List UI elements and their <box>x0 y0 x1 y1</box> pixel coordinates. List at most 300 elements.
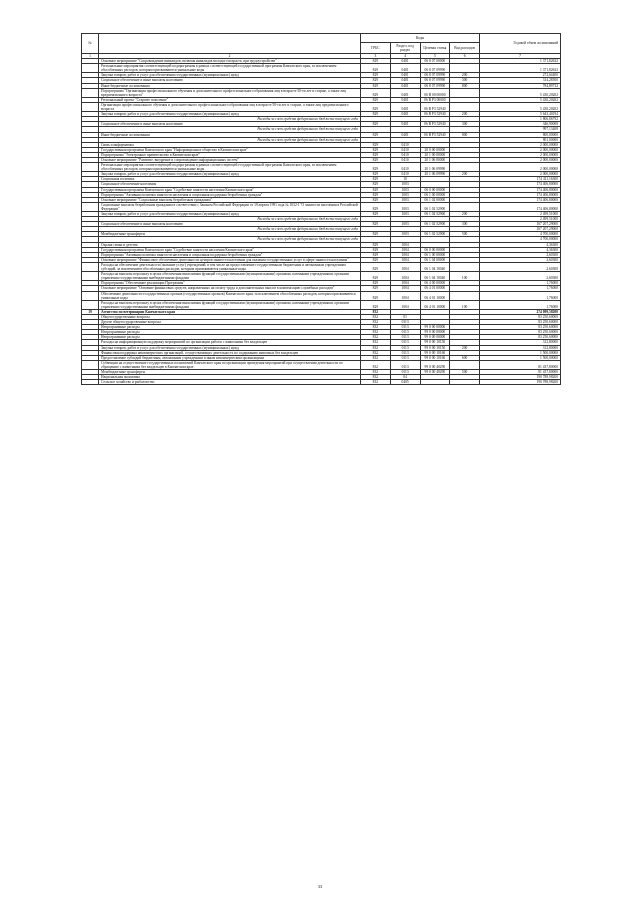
row-target: 06 1 04 10040 <box>420 272 450 281</box>
row-amount: 1 371,82632 <box>480 59 561 64</box>
row-razdel: 1003 <box>390 182 420 187</box>
row-name: Расходы на обеспечение деятельности (оказание услуг) учреждений, в том числе на предоставление государственным бюджетным и автономным учреждениям субсидий, за исключением обособленных расходов, которым присваиваются уникальные коды <box>99 262 361 271</box>
row-name: Подпрограмма "Электронное правительство в Камчатском крае" <box>99 152 361 157</box>
row-expense-type: 200 <box>450 73 480 78</box>
row-name: Социальные выплаты безработным гражданам в соответствии с Законом Российской Федерации от 19 апреля 1991 года № 1032-I "О занятости населения в Российской Федерации" <box>99 202 361 211</box>
row-amount: 1 371,82632 <box>480 64 561 73</box>
row-grbs: 832 <box>361 314 391 319</box>
row-name: Расходы за счет средств федерального бюджета текущего года <box>99 117 361 122</box>
row-target: 06 В 00 00000 <box>420 88 450 97</box>
row-grbs: 832 <box>361 320 391 325</box>
row-target: 06 В P3 52940 <box>420 112 450 117</box>
row-amount: 801,00000 <box>480 137 561 142</box>
row-amount: 4,36300 <box>480 247 561 252</box>
row-razdel: 01 <box>390 314 420 319</box>
row-target: 06 1 00 00000 <box>420 252 450 257</box>
row-name: Расходы за счет средств федерального бюджета текущего года <box>99 217 361 222</box>
row-target: 20 1 00 00000 <box>420 152 450 157</box>
row-amount: 2 000,00000 <box>480 147 561 152</box>
row-grbs: 832 <box>361 335 391 340</box>
row-name: Социальная политика <box>99 177 361 182</box>
table-row <box>82 163 561 172</box>
row-name: Межбюджетные трансферты <box>99 232 361 237</box>
row-grbs: 829 <box>361 300 391 309</box>
row-target: 06 8 07 00000 <box>420 59 450 64</box>
row-name: Предоставление субсидий бюджетным, автономным учреждениям и иным некоммерческим организациям <box>99 355 361 360</box>
row-razdel: 0113 <box>390 355 420 360</box>
col-num-4: 4 <box>390 54 420 59</box>
row-target: 06 1 02 00000 <box>420 197 450 202</box>
row-razdel: 0401 <box>390 122 420 127</box>
row-grbs: 832 <box>361 345 391 350</box>
row-grbs: 829 <box>361 122 391 127</box>
budget-table-body <box>82 59 561 385</box>
row-name: Расходы за счет средств федерального бюджета текущего года <box>99 237 361 242</box>
row-name: Социальное обеспечение и иные выплаты населению <box>99 78 361 83</box>
row-expense-type: 600 <box>450 355 480 360</box>
row-target: 06 4 01 00000 <box>420 286 450 291</box>
row-target: 06 8 07 09990 <box>420 64 450 73</box>
row-grbs: 829 <box>361 272 391 281</box>
table-row <box>82 291 561 300</box>
row-expense-type: 300 <box>450 222 480 227</box>
row-target: 06 8 07 09990 <box>420 78 450 83</box>
col-num-2: 2 <box>99 54 361 59</box>
row-grbs: 829 <box>361 242 391 247</box>
row-expense-type <box>450 102 480 111</box>
row-grbs: 829 <box>361 212 391 217</box>
row-expense-type <box>450 380 480 385</box>
row-grbs: 829 <box>361 83 391 88</box>
row-target: 99 0 00 00000 <box>420 330 450 335</box>
row-razdel: 0401 <box>390 88 420 97</box>
row-amount: 314,28500 <box>480 78 561 83</box>
row-name: Закупка товаров, работ и услуг для обеспечения государственных (муниципальных) нужд <box>99 112 361 117</box>
row-amount: 83 250,60000 <box>480 330 561 335</box>
col-num-7: 7 <box>480 54 561 59</box>
row-grbs: 829 <box>361 163 391 172</box>
row-expense-type <box>450 262 480 271</box>
row-razdel: 0401 <box>390 97 420 102</box>
row-name: Региональный проект "Старшее поколение" <box>99 97 361 102</box>
row-amount: 167 207,29000 <box>480 222 561 227</box>
row-razdel: 0401 <box>390 83 420 88</box>
row-razdel: 0410 <box>390 152 420 157</box>
row-grbs: 829 <box>361 177 391 182</box>
row-razdel: 04 <box>390 375 420 380</box>
row-target: 20 0 00 00000 <box>420 147 450 152</box>
row-grbs: 832 <box>361 340 391 345</box>
row-razdel: 0113 <box>390 350 420 355</box>
row-razdel: 0410 <box>390 147 420 152</box>
col-header-no: № <box>82 34 99 54</box>
row-target: 06 В P3 52940 <box>420 122 450 127</box>
row-amount: 2 000,00000 <box>480 142 561 147</box>
row-amount: 2 499,51000 <box>480 217 561 222</box>
row-name: Расходы на выплаты персоналу в целях обеспечения выполнения функций государственными (муниципальными) органами, казенными учреждениями, органами управления государственными внебюджетными фондами <box>99 272 361 281</box>
row-razdel: 1004 <box>390 252 420 257</box>
row-razdel: 0410 <box>390 172 420 177</box>
row-amount: 174 411,16300 <box>480 177 561 182</box>
row-amount: 2,60300 <box>480 262 561 271</box>
row-expense-type: 500 <box>450 232 480 237</box>
row-razdel: 1004 <box>390 272 420 281</box>
row-grbs: 832 <box>361 370 391 375</box>
row-razdel: 1004 <box>390 291 420 300</box>
table-row <box>82 360 561 369</box>
row-razdel: 1003 <box>390 212 420 217</box>
row-name: Связь и информатика <box>99 142 361 147</box>
row-number <box>82 360 99 369</box>
row-razdel: 0401 <box>390 78 420 83</box>
row-razdel: 0401 <box>390 59 420 64</box>
row-number <box>82 163 99 172</box>
row-name: Основное мероприятие "Социальные выплаты безработным гражданам" <box>99 197 361 202</box>
row-grbs: 832 <box>361 325 391 330</box>
row-razdel: 1003 <box>390 192 420 197</box>
row-grbs: 829 <box>361 73 391 78</box>
row-name: Межбюджетные трансферты <box>99 370 361 375</box>
row-target: 20 1 06 09990 <box>420 172 450 177</box>
table-row <box>82 272 561 281</box>
row-razdel: 1003 <box>390 202 420 211</box>
row-grbs: 829 <box>361 262 391 271</box>
row-expense-type <box>450 360 480 369</box>
row-target: 99 0 00 10160 <box>420 355 450 360</box>
row-name: Подпрограмма "Активная политика занятости населения и социальная поддержка безработных граждан" <box>99 192 361 197</box>
row-expense-type: 300 <box>450 122 480 127</box>
table-row <box>82 202 561 211</box>
row-name: Национальная экономика <box>99 375 361 380</box>
row-target: 99 0 00 10160 <box>420 350 450 355</box>
row-expense-type: 100 <box>450 300 480 309</box>
row-number: 19 <box>82 309 99 314</box>
row-target: 06 В P3 52940 <box>420 102 450 111</box>
col-header-codes: Коды <box>361 34 480 43</box>
row-grbs: 832 <box>361 380 391 385</box>
col-header-razdel: Раздел, под раздел <box>390 43 420 54</box>
row-razdel: 0113 <box>390 335 420 340</box>
row-amount: 312,80000 <box>480 345 561 350</box>
row-amount: 174 406,80000 <box>480 192 561 197</box>
row-amount: 190 788,98200 <box>480 375 561 380</box>
row-razdel: 0113 <box>390 360 420 369</box>
row-number <box>82 291 99 300</box>
row-razdel: 0113 <box>390 340 420 345</box>
col-header-cel: Целевая статья <box>420 43 450 54</box>
row-razdel: 0410 <box>390 142 420 147</box>
col-num-6: 6 <box>450 54 480 59</box>
row-razdel: 0410 <box>390 157 420 162</box>
row-name: Закупка товаров, работ и услуг для обеспечения государственных (муниципальных) нужд <box>99 212 361 217</box>
row-grbs: 829 <box>361 64 391 73</box>
table-row <box>82 102 561 111</box>
row-number <box>82 272 99 281</box>
table-row <box>82 262 561 271</box>
row-razdel: 0113 <box>390 345 420 350</box>
row-name: Основное мероприятие "Развитие, внедрение и сопровождение информационных систем" <box>99 157 361 162</box>
row-razdel: 1003 <box>390 222 420 227</box>
row-amount: 5 643,40194 <box>480 112 561 117</box>
row-razdel: 0401 <box>390 132 420 137</box>
row-expense-type: 800 <box>450 83 480 88</box>
row-target: 06 1 02 52900 <box>420 222 450 227</box>
col-header-sum: Годовой объем ассигнований <box>480 34 561 54</box>
row-razdel: 1004 <box>390 281 420 286</box>
row-amount: 4 700,00000 <box>480 232 561 237</box>
row-name: Региональные мероприятия соответствующей подпрограммы в рамках соответствующей государственной программы Камчатского края, за исключением обособленных расходов, которым присваиваются уникальные коды <box>99 163 361 172</box>
row-amount: 1,76000 <box>480 300 561 309</box>
row-target: 06 1 02 52900 <box>420 232 450 237</box>
row-amount: 174 406,80000 <box>480 202 561 211</box>
row-name: Обеспечение деятельности государственных органов (государственных органов) Камчатского края, за исключением обособленных расходов, которым присваиваются уникальные коды <box>99 291 361 300</box>
row-expense-type: 100 <box>450 272 480 281</box>
row-amount: 81 437,80000 <box>480 360 561 369</box>
row-target: 99 0 00 00000 <box>420 325 450 330</box>
col-header-grbs: ГРБС <box>361 43 391 54</box>
row-grbs: 829 <box>361 222 391 227</box>
row-amount: 5 430,20202 <box>480 102 561 111</box>
row-grbs: 829 <box>361 286 391 291</box>
row-name: Организация профессионального обучения и дополнительного профессионального образования лиц в возрасте 50-ти лет и старше, а также лиц предпенсионного возраста <box>99 102 361 111</box>
row-target: 99 0 00 10150 <box>420 340 450 345</box>
row-name: Государственная программа Камчатского края "Информационное общество в Камчатском крае" <box>99 147 361 152</box>
table-row <box>82 88 561 97</box>
row-expense-type <box>450 163 480 172</box>
row-target: 06 1 04 10040 <box>420 262 450 271</box>
row-name: Закупка товаров, работ и услуг для обеспечения государственных (муниципальных) нужд <box>99 73 361 78</box>
row-name: Иные бюджетные ассигнования <box>99 132 361 137</box>
row-amount: 2 499,51000 <box>480 212 561 217</box>
row-expense-type: 200 <box>450 172 480 177</box>
row-amount: 2,60300 <box>480 257 561 262</box>
row-amount: 272,64400 <box>480 73 561 78</box>
row-grbs: 829 <box>361 247 391 252</box>
row-target: 06 4 00 00000 <box>420 281 450 286</box>
row-razdel: 1003 <box>390 197 420 202</box>
row-number <box>82 262 99 271</box>
row-target: 20 1 06 09990 <box>420 163 450 172</box>
row-amount: 190 788,98200 <box>480 380 561 385</box>
row-target <box>420 380 450 385</box>
row-amount: 167 207,29000 <box>480 227 561 232</box>
row-name: Субвенции на осуществление государственных полномочий Камчатского края по организации проведения мероприятий при осуществлении деятельности по обращению с животными без владельцев в Камчатском крае <box>99 360 361 369</box>
row-grbs: 829 <box>361 192 391 197</box>
row-name: Государственная программа Камчатского края "Содействие занятости населения Камчатского края" <box>99 247 361 252</box>
row-expense-type <box>450 88 480 97</box>
row-razdel: 0401 <box>390 64 420 73</box>
row-amount: 2 000,00000 <box>480 163 561 172</box>
row-grbs: 829 <box>361 182 391 187</box>
row-name: Основное мероприятие "Освоение финансовых средств, направленных на оплату труда и дополнительных выплат в компенсацию служебных расходов" <box>99 286 361 291</box>
row-name: Социальное обеспечение и иные выплаты населению <box>99 122 361 127</box>
row-name: Охрана семьи и детства <box>99 242 361 247</box>
row-grbs: 829 <box>361 197 391 202</box>
row-amount: 81 437,80000 <box>480 370 561 375</box>
col-num-1: 1 <box>82 54 99 59</box>
budget-sheet <box>81 33 561 385</box>
row-amount: 1 500,00000 <box>480 350 561 355</box>
row-target: 06 0 00 00000 <box>420 247 450 252</box>
col-header-name <box>99 34 361 54</box>
row-expense-type <box>450 202 480 211</box>
row-amount: 2 000,00000 <box>480 172 561 177</box>
row-razdel: 1004 <box>390 286 420 291</box>
row-razdel: 10 <box>390 177 420 182</box>
row-name: Основное мероприятие "Финансовое обеспечение деятельности центров занятости населения для оказания государственных услуг в сфере занятости населения" <box>99 257 361 262</box>
row-grbs: 829 <box>361 252 391 257</box>
row-target: 99 0 00 10150 <box>420 345 450 350</box>
row-razdel: 0113 <box>390 325 420 330</box>
row-amount: 5 430,20202 <box>480 88 561 97</box>
row-target: 99 0 00 40290 <box>420 370 450 375</box>
table-row <box>82 300 561 309</box>
row-amount: 997,13408 <box>480 127 561 132</box>
row-expense-type: 200 <box>450 212 480 217</box>
row-target: 20 1 06 00000 <box>420 157 450 162</box>
row-grbs: 829 <box>361 102 391 111</box>
row-name: Основное мероприятие "Сопровождение инвалидов, включая инвалидов молодого возраста, при трудоустройстве" <box>99 59 361 64</box>
row-name: Общегосударственные вопросы <box>99 314 361 319</box>
row-target: 06 1 02 52900 <box>420 202 450 211</box>
row-amount: 4 700,00000 <box>480 237 561 242</box>
row-amount: 1,76000 <box>480 291 561 300</box>
page-number: 33 <box>317 884 323 889</box>
row-name: Расходы на выплаты персоналу в целях обеспечения выполнения функций государственными (муниципальными) органами, казенными учреждениями, органами управления государственными внебюджетными фондами <box>99 300 361 309</box>
row-grbs: 832 <box>361 355 391 360</box>
row-expense-type: 300 <box>450 78 480 83</box>
row-grbs: 829 <box>361 291 391 300</box>
row-amount: 83 250,60000 <box>480 325 561 330</box>
table-row <box>82 64 561 73</box>
row-razdel: 0113 <box>390 370 420 375</box>
row-target: 06 4 01 10000 <box>420 300 450 309</box>
row-number <box>82 300 99 309</box>
col-header-vid: Вид расходов <box>450 43 480 54</box>
row-name: Подпрограмма "Обеспечение реализации Программы" <box>99 281 361 286</box>
row-razdel: 0401 <box>390 112 420 117</box>
row-amount: 83 250,60000 <box>480 335 561 340</box>
row-amount: 83 250,60000 <box>480 314 561 319</box>
row-grbs: 829 <box>361 232 391 237</box>
row-expense-type: 500 <box>450 370 480 375</box>
row-razdel: 1004 <box>390 262 420 271</box>
row-grbs: 829 <box>361 281 391 286</box>
row-name: Непрограммные расходы <box>99 325 361 330</box>
row-razdel: 0410 <box>390 163 420 172</box>
row-name: Подпрограмма "Активная политика занятости населения и социальная поддержка безработных граждан" <box>99 252 361 257</box>
row-razdel: 1004 <box>390 300 420 309</box>
row-target: 06 8 07 09990 <box>420 83 450 88</box>
row-name: Финансовая поддержка некоммерческих организаций, осуществляющих деятельность по содержанию животных без владельцев <box>99 350 361 355</box>
row-grbs: 832 <box>361 309 391 314</box>
row-amount: 1 806,86792 <box>480 117 561 122</box>
row-amount: 312,80000 <box>480 340 561 345</box>
row-expense-type <box>450 64 480 73</box>
row-amount: 1 500,00000 <box>480 355 561 360</box>
row-name: Региональные мероприятия соответствующей подпрограммы в рамках соответствующей государственной программы Камчатского края, за исключением обособленных расходов, которым присваиваются уникальные коды <box>99 64 361 73</box>
row-name: Непрограммные расходы <box>99 330 361 335</box>
row-grbs: 832 <box>361 330 391 335</box>
row-amount: 2,60300 <box>480 272 561 281</box>
row-name: Иные бюджетные ассигнования <box>99 83 361 88</box>
row-grbs: 829 <box>361 97 391 102</box>
row-grbs: 829 <box>361 152 391 157</box>
row-expense-type: 200 <box>450 345 480 350</box>
row-amount: 2 000,00000 <box>480 157 561 162</box>
row-target: 06 В P3 00000 <box>420 97 450 102</box>
row-target: 06 1 04 00000 <box>420 257 450 262</box>
row-target: 99 0 00 40290 <box>420 360 450 369</box>
row-target: 06 В P3 52940 <box>420 132 450 137</box>
row-razdel: 1004 <box>390 257 420 262</box>
row-target: 99 0 00 00000 <box>420 335 450 340</box>
row-name: Агентство по ветеринарии Камчатского края <box>99 309 361 314</box>
row-razdel: 1003 <box>390 187 420 192</box>
row-grbs: 829 <box>361 59 391 64</box>
row-grbs: 832 <box>361 360 391 369</box>
row-amount: 1,76000 <box>480 286 561 291</box>
row-grbs: 829 <box>361 172 391 177</box>
row-name: Расходы за счет средств федерального бюджета текущего года <box>99 227 361 232</box>
row-grbs: 829 <box>361 78 391 83</box>
row-number <box>82 380 99 385</box>
row-amount: 174 406,80000 <box>480 187 561 192</box>
row-razdel: 0405 <box>390 380 420 385</box>
row-name: Другие общегосударственные вопросы <box>99 320 361 325</box>
row-grbs: 829 <box>361 147 391 152</box>
row-name: Непрограммные расходы <box>99 335 361 340</box>
col-num-5: 5 <box>420 54 450 59</box>
row-name: Закупка товаров, работ и услуг для обеспечения государственных (муниципальных) нужд <box>99 172 361 177</box>
row-razdel: 0113 <box>390 320 420 325</box>
row-amount: 174 406,80000 <box>480 182 561 187</box>
row-razdel: 1004 <box>390 247 420 252</box>
row-grbs: 829 <box>361 157 391 162</box>
row-target: 06 1 00 00000 <box>420 192 450 197</box>
row-grbs: 829 <box>361 142 391 147</box>
row-name: Государственная программа Камчатского края "Содействие занятости населения Камчатского края" <box>99 187 361 192</box>
row-expense-type <box>450 291 480 300</box>
row-name: Сельское хозяйство и рыболовство <box>99 380 361 385</box>
row-razdel: 0401 <box>390 102 420 111</box>
row-name: Подпрограмма "Организация профессионального обучения и дополнительного профессионального образования лиц в возрасте 50-ти лет и старше, а также лиц предпенсионного возраста" <box>99 88 361 97</box>
row-grbs: 829 <box>361 187 391 192</box>
row-target: 06 0 00 00000 <box>420 187 450 192</box>
row-amount: 2,60300 <box>480 252 561 257</box>
row-grbs: 829 <box>361 132 391 137</box>
row-amount: 346,90008 <box>480 122 561 127</box>
row-name: Расходы за счет средств федерального бюджета текущего года <box>99 137 361 142</box>
row-name: Расходы на информационную поддержку мероприятий по организации работы с животными без владельцев <box>99 340 361 345</box>
row-razdel: 0401 <box>390 73 420 78</box>
row-grbs: 832 <box>361 375 391 380</box>
row-name: Социальное обеспечение населения <box>99 182 361 187</box>
row-grbs: 829 <box>361 88 391 97</box>
row-expense-type: 200 <box>450 112 480 117</box>
table-row <box>82 380 561 385</box>
row-target: 06 8 07 09990 <box>420 73 450 78</box>
row-amount: 5 430,20202 <box>480 97 561 102</box>
row-target: 06 1 02 52900 <box>420 212 450 217</box>
row-name: Социальное обеспечение и иные выплаты населению <box>99 222 361 227</box>
row-target: 06 4 01 10000 <box>420 291 450 300</box>
row-number <box>82 64 99 73</box>
row-razdel: 1003 <box>390 232 420 237</box>
row-amount: 4,36300 <box>480 242 561 247</box>
row-grbs: 832 <box>361 350 391 355</box>
row-grbs: 829 <box>361 202 391 211</box>
